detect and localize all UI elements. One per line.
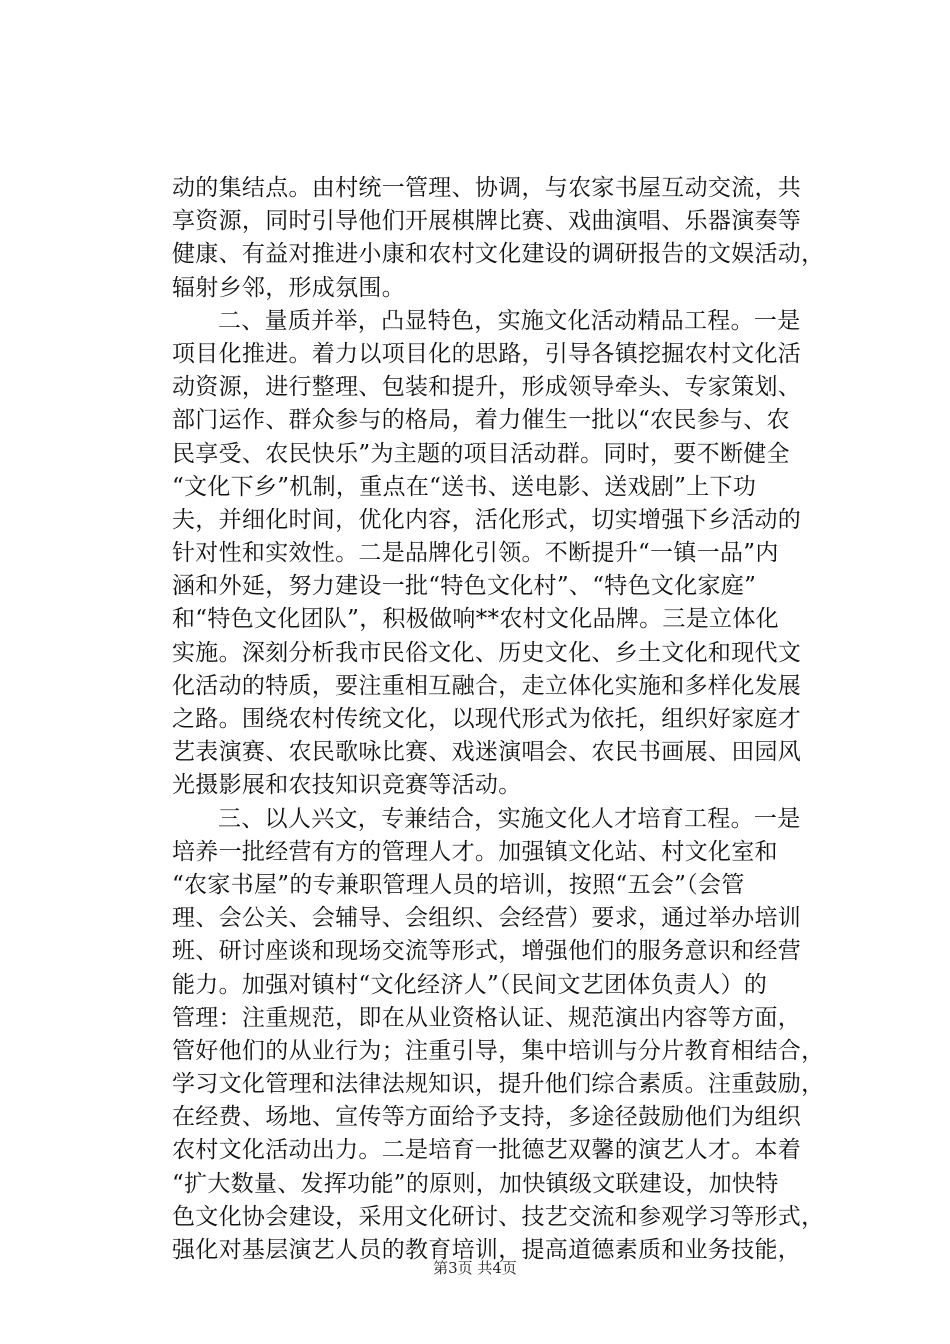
text-line: 理、会公关、会辅导、会组织、会经营）要求，通过举办培训 — [172, 905, 802, 932]
text-line: 强化对基层演艺人员的教育培训，提高道德素质和业务技能， — [172, 1237, 802, 1263]
text-line: 管好他们的从业行为；注重引导，集中培训与分片教育相结合， — [172, 1037, 825, 1064]
text-line: 学习文化管理和法律法规知识，提升他们综合素质。注重鼓励， — [172, 1071, 825, 1098]
text-line: 和“特色文化团队”，积极做响**农村文化品牌。三是立体化 — [172, 606, 779, 633]
text-line: “文化下乡”机制，重点在“送书、送电影、送戏剧”上下功 — [172, 473, 757, 500]
text-line: 班、研讨座谈和现场交流等形式，增强他们的服务意识和经营 — [172, 938, 802, 965]
section-heading-line: 三、以人兴文，专兼结合，实施文化人才培育工程。一是 — [218, 805, 801, 832]
section-heading-line: 二、量质并举，凸显特色，实施文化活动精品工程。一是 — [218, 307, 801, 334]
document-body — [172, 172, 825, 1267]
text-line: 辐射乡邻，形成氛围。 — [172, 274, 405, 301]
text-line: 享资源，同时引导他们开展棋牌比赛、戏曲演唱、乐器演奏等 — [172, 208, 802, 235]
text-line: 动资源，进行整理、包装和提升，形成领导牵头、专家策划、 — [172, 374, 802, 401]
page-number-footer: 第3页 共4页 — [433, 1259, 517, 1277]
text-line: 项目化推进。着力以项目化的思路，引导各镇挖掘农村文化活 — [172, 340, 802, 367]
text-line: “扩大数量、发挥功能”的原则，加快镇级文联建设，加快特 — [172, 1170, 779, 1197]
text-line: 健康、有益对推进小康和农村文化建设的调研报告的文娱活动， — [172, 241, 825, 268]
text-line: 色文化协会建设，采用文化研讨、技艺交流和参观学习等形式， — [172, 1203, 825, 1230]
text-line: 艺表演赛、农民歌咏比赛、戏迷演唱会、农民书画展、田园风 — [172, 739, 802, 766]
text-line: “农家书屋”的专兼职管理人员的培训，按照“五会”（会管 — [172, 871, 745, 898]
text-line: 农村文化活动出力。二是培育一批德艺双馨的演艺人才。本着 — [172, 1137, 802, 1164]
text-line: 化活动的特质，要注重相互融合，走立体化实施和多样化发展 — [172, 672, 802, 699]
text-line: 部门运作、群众参与的格局，着力催生一批以“农民参与、农 — [172, 407, 790, 434]
text-line: 之路。围绕农村传统文化，以现代形式为依托，组织好家庭才 — [172, 706, 802, 732]
text-line: 管理：注重规范，即在从业资格认证、规范演出内容等方面， — [172, 1004, 802, 1031]
text-line: 动的集结点。由村统一管理、协调，与农家书屋互动交流，共 — [172, 175, 802, 201]
text-line: 在经费、场地、宣传等方面给予支持，多途径鼓励他们为组织 — [172, 1104, 802, 1131]
text-line: 培养一批经营有方的管理人才。加强镇文化站、村文化室和 — [172, 838, 778, 865]
text-line: 能力。加强对镇村“文化经济人”（民间文艺团体负责人）的 — [172, 971, 768, 998]
text-line: 针对性和实效性。二是品牌化引领。不断提升“一镇一品”内 — [172, 540, 779, 567]
text-line: 夫，并细化时间，优化内容，活化形式，切实增强下乡活动的 — [172, 506, 802, 533]
text-line: 民享受、农民快乐”为主题的项目活动群。同时，要不断健全 — [172, 440, 790, 467]
text-line: 光摄影展和农技知识竞赛等活动。 — [172, 772, 522, 799]
text-line: 涵和外延，努力建设一批“特色文化村”、“特色文化家庭” — [172, 573, 757, 600]
text-line: 实施。深刻分析我市民俗文化、历史文化、乡土文化和现代文 — [172, 639, 802, 666]
